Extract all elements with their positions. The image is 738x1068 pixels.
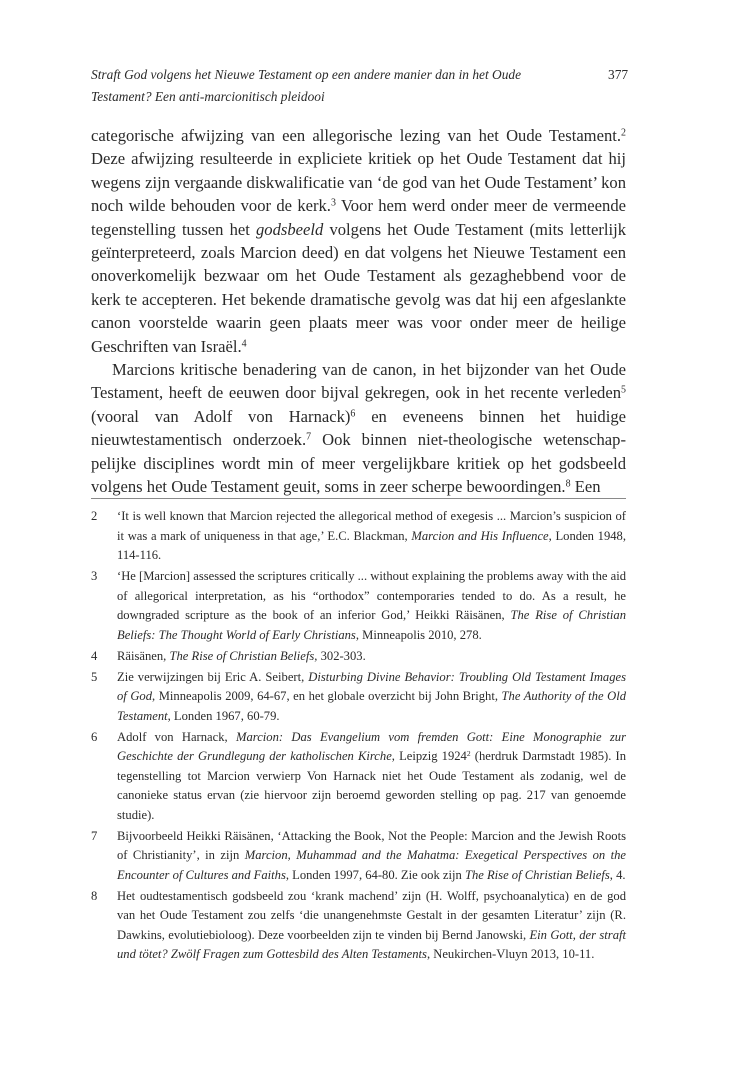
footnote-ref-6[interactable]: 6 (350, 408, 356, 420)
text-span: Deze afwijzing resulteerde in expliciete kritiek op het Oude Testament dat hij wegens zijn vergaande diskwalificatie van ‘de god van het Oude Testament’ kon noch wilde behouden voor de kerk. (91, 149, 626, 216)
text-span: (vooral van Adolf von Harnack) (91, 406, 351, 426)
footnote-title: Marcion: Das Evangelium vom fremden Gott: Eine Monographie zur Geschichte der Grundlegung der katholischen Kirche (117, 729, 626, 763)
footnote-text: ‘He [Marcion] assessed the scriptures critically ... without explaining the problems away with the aid of allegorical interpretation, as his “orthodox” contemporaries tended to do. As a result, he downgraded scripture as the book of an inferior God,’ Heikki Räisänen, (117, 569, 626, 622)
footnote-text: , Leipzig 1924 (391, 749, 467, 763)
footnote-8 (91, 887, 626, 965)
footnote-text: Zie verwijzingen bij Eric A. Seibert, (117, 669, 309, 684)
footnote-ref-3[interactable]: 3 (330, 197, 336, 209)
text-span: Een (570, 477, 601, 497)
footnote-number: 6 (91, 729, 98, 744)
paragraph-1 (91, 124, 626, 358)
edition-superscript: 2 (466, 748, 471, 758)
footnote-5 (91, 668, 626, 727)
footnote-text: , Londen 1997, 64-80. Zie ook zijn (285, 867, 465, 882)
footnote-3 (91, 567, 626, 645)
footnote-number: 2 (91, 509, 98, 523)
footnote-title: The Authority of the Old Testament (117, 689, 626, 723)
main-text (91, 124, 626, 499)
footnote-6 (91, 728, 626, 826)
paragraph-2 (91, 358, 626, 498)
footnote-number: 4 (91, 648, 98, 663)
footnote-text: , Minneapolis 2010, 278. (355, 627, 482, 642)
footnote-2 (91, 507, 626, 566)
footnote-text: , Minneapolis 2009, 64-67, en het globale overzicht bij John Bright, (152, 689, 502, 703)
text-span: categorische afwijzing van een allegorische lezing van het Oude Testament. (91, 126, 622, 145)
footnote-ref-7[interactable]: 7 (306, 431, 312, 443)
footnote-title: Ein Gott, der straft und tötet? Zwölf Fragen zum Gottesbild des Alten Testaments (117, 927, 627, 961)
footnote-text: (herdruk Darmstadt 1985). In tegenstelling tot Marcion verwierp Von Harnack niet het Oude Testament als zodanig, wel de canonieke status ervan (zie hiervoor zijn beroemd geworden stelling op pag. 217 van genoemde studie). (117, 749, 626, 822)
footnote-text: , Londen 1967, 60-79. (167, 708, 280, 723)
footnote-number: 8 (91, 888, 98, 903)
footnote-text: , Neukirchen-Vluyn 2013, 10-11. (426, 947, 595, 961)
footnote-ref-2[interactable]: 2 (621, 127, 626, 139)
footnote-title: The Rise of Christian Beliefs (464, 867, 610, 882)
footnote-title: Marcion and His Influence (411, 528, 549, 543)
text-span: en eveneens binnen het huidige nieuwtestamentisch onderzoek. (91, 406, 626, 450)
running-title-line-2: Testament? Een anti-marcionitisch pleidooi (91, 89, 325, 104)
footnote-number: 3 (91, 569, 98, 583)
footnote-title: The Rise of Christian Beliefs: The Thought World of Early Christians (117, 608, 626, 642)
footnote-title: Marcion, Muhammad and the Mahatma: Exegetical Perspectives on the Encounter of Cultures and Faiths (117, 848, 626, 882)
footnote-text: Bijvoorbeeld Heikki Räisänen, ‘Attacking the Book, Not the People: Marcion and the Jewish Roots of Christianity’, in zijn (117, 828, 626, 862)
footnote-text: Het oudtestamentisch godsbeeld zou ‘krank machend’ zijn (H. Wolff, psychoanalytica) en de god van het Oude Testament zou zelfs ‘die unangenehmste Gestalt in der gesamten Literatur’ zijn (R. Dawkins, evolutiebioloog). Deze voorbeelden zijn te vinden bij Bernd Janowski, (117, 888, 626, 942)
running-header (91, 64, 629, 108)
footnote-text: , Londen 1948, 114-116. (117, 528, 626, 562)
text-span: Marcions kritische benadering van de canon, in het bijzonder van het Oude Testament, heeft de eeuwen door bijval gekregen, ook in het recente verleden (91, 360, 626, 403)
footnote-text: ‘It is well known that Marcion rejected the allegorical method of exegesis ... Marcion’s suspicion of it was a mark of uniqueness in that age,’ E.C. Blackman, (117, 509, 626, 543)
footnote-text: , 302-303. (314, 648, 366, 663)
footnote-ref-8[interactable]: 8 (565, 478, 571, 490)
text-span: volgens het Oude Testament (mits letterlijk geïnterpreteerd, zoals Marcion deed) en dat volgens het Nieuwe Testament een onoverkomelijk bezwaar om het Oude Testament als gezaghebbend voor de kerk te accepteren. Het bekende dramatische gevolg was dat hij een afgeslankte canon voorstelde waarin geen plaats meer was voor onder meer de heilige Geschriften van Israël. (91, 219, 626, 356)
italic-term: godsbeeld (256, 219, 324, 239)
footnote-separator (91, 498, 626, 499)
text-span: Ook binnen niet-theologische wetenschappelijke disciplines wordt min of meer vergelijkbare kritiek op het godsbeeld volgens het Oude Testament geuit, soms in zeer scherpe bewoordingen. (91, 430, 627, 497)
page-number: 377 (608, 67, 629, 82)
footnote-ref-5[interactable]: 5 (621, 385, 626, 396)
footnote-title: The Rise of Christian Beliefs (169, 648, 315, 663)
footnote-number: 7 (91, 828, 98, 843)
footnote-text: Adolf von Harnack, (117, 729, 236, 744)
footnote-4 (91, 647, 626, 667)
footnote-7 (91, 827, 626, 886)
footnote-title: Disturbing Divine Behavior: Troubling Old Testament Images of God (117, 669, 626, 703)
footnote-ref-4[interactable]: 4 (241, 338, 247, 350)
text-span: Voor hem werd onder meer de vermeende tegenstelling tussen het (91, 196, 626, 239)
footnote-number: 5 (91, 669, 98, 684)
running-title-line-1: Straft God volgens het Nieuwe Testament op een andere manier dan in het Oude (91, 67, 522, 82)
footnote-text: Räisänen, (117, 648, 170, 663)
footnote-text: , 4. (609, 867, 626, 882)
footnotes (91, 507, 626, 966)
